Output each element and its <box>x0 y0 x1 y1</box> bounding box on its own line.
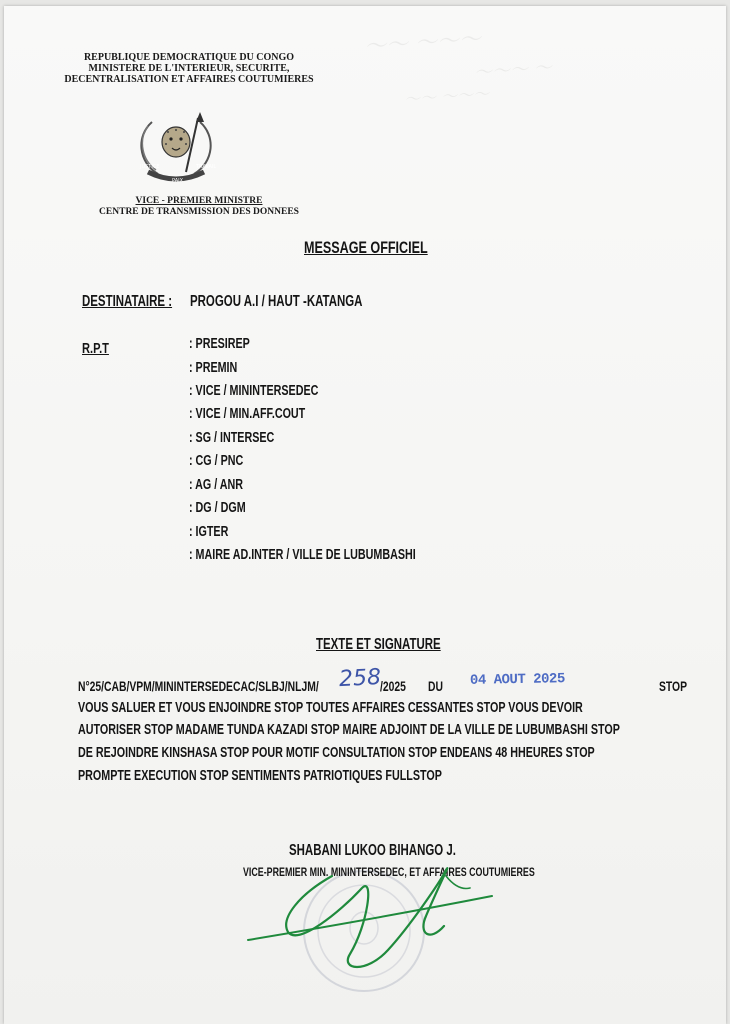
handwritten-reference-number: 258 <box>338 664 382 693</box>
reference-year: /2025 <box>380 678 406 694</box>
ministry-header <box>54 52 324 85</box>
rpt-item: : IGTER <box>189 524 229 540</box>
rpt-item: : VICE / MININTERSEDEC <box>189 383 319 399</box>
office-line: VICE - PREMIER MINISTRE <box>135 196 263 206</box>
recipient-label: DESTINATAIRE : <box>82 293 173 310</box>
reference-prefix: N°25/CAB/VPM/MININTERSEDECAC/SLBJ/NLJM/ <box>78 678 319 694</box>
rpt-item: : PRESIREP <box>189 336 250 352</box>
reference-stop: STOP <box>659 678 688 694</box>
emblem-motto-left: JUSTICE <box>140 164 160 170</box>
bleed-through-mark: ～～ ～～～ <box>363 26 482 61</box>
rpt-item: : AG / ANR <box>189 477 244 493</box>
document-page <box>4 6 726 1024</box>
message-title: MESSAGE OFFICIEL <box>304 238 428 257</box>
rpt-item: : PREMIN <box>189 360 238 376</box>
body-line: DE REJOINDRE KINSHASA STOP POUR MOTIF CONSULTATION STOP ENDEANS 48 HHEURES STOP <box>78 745 595 761</box>
signatory-name: SHABANI LUKOO BIHANGO J. <box>289 842 456 859</box>
emblem-motto-bottom: PAIX <box>172 178 184 184</box>
body-line: VOUS SALUER ET VOUS ENJOINDRE STOP TOUTES AFFAIRES CESSANTES STOP VOUS DEVOIR <box>78 700 583 716</box>
rpt-item: : SG / INTERSEC <box>189 430 275 446</box>
rpt-label: R.P.T <box>82 340 109 357</box>
signatory-title: VICE-PREMIER MIN. MININTERSEDEC, ET AFFAIRES COUTUMIERES <box>243 865 535 879</box>
office-line: CENTRE DE TRANSMISSION DES DONNEES <box>99 207 299 217</box>
rpt-item: : CG / PNC <box>189 453 244 469</box>
text-signature-title: TEXTE ET SIGNATURE <box>316 636 441 653</box>
body-line: PROMPTE EXECUTION STOP SENTIMENTS PATRIOTIQUES FULLSTOP <box>78 768 442 784</box>
emblem-motto-right: TRAVAIL <box>196 164 217 170</box>
body-line: AUTORISER STOP MADAME TUNDA KAZADI STOP MAIRE ADJOINT DE LA VILLE DE LUBUMBASHI STOP <box>78 722 620 738</box>
date-stamp: 04 AOUT 2025 <box>469 671 565 689</box>
header-line: MINISTERE DE L'INTERIEUR, SECURITE, <box>88 63 290 74</box>
drc-coat-of-arms-icon <box>128 110 224 186</box>
recipient-value: PROGOU A.I / HAUT -KATANGA <box>190 293 363 310</box>
header-line: REPUBLIQUE DEMOCRATIQUE DU CONGO <box>83 52 295 63</box>
reference-du: DU <box>428 678 443 694</box>
rpt-item: : VICE / MIN.AFF.COUT <box>189 406 306 422</box>
bleed-through-mark: ～～～ ～ <box>473 57 553 84</box>
header-line: DECENTRALISATION ET AFFAIRES COUTUMIERES <box>64 74 314 85</box>
rpt-item: : MAIRE AD.INTER / VILLE DE LUBUMBASHI <box>189 547 416 563</box>
office-block <box>89 196 309 218</box>
bleed-through-mark: ～～ ～～～ <box>403 84 490 109</box>
rpt-item: : DG / DGM <box>189 500 246 516</box>
handwritten-signature-icon <box>240 846 500 996</box>
